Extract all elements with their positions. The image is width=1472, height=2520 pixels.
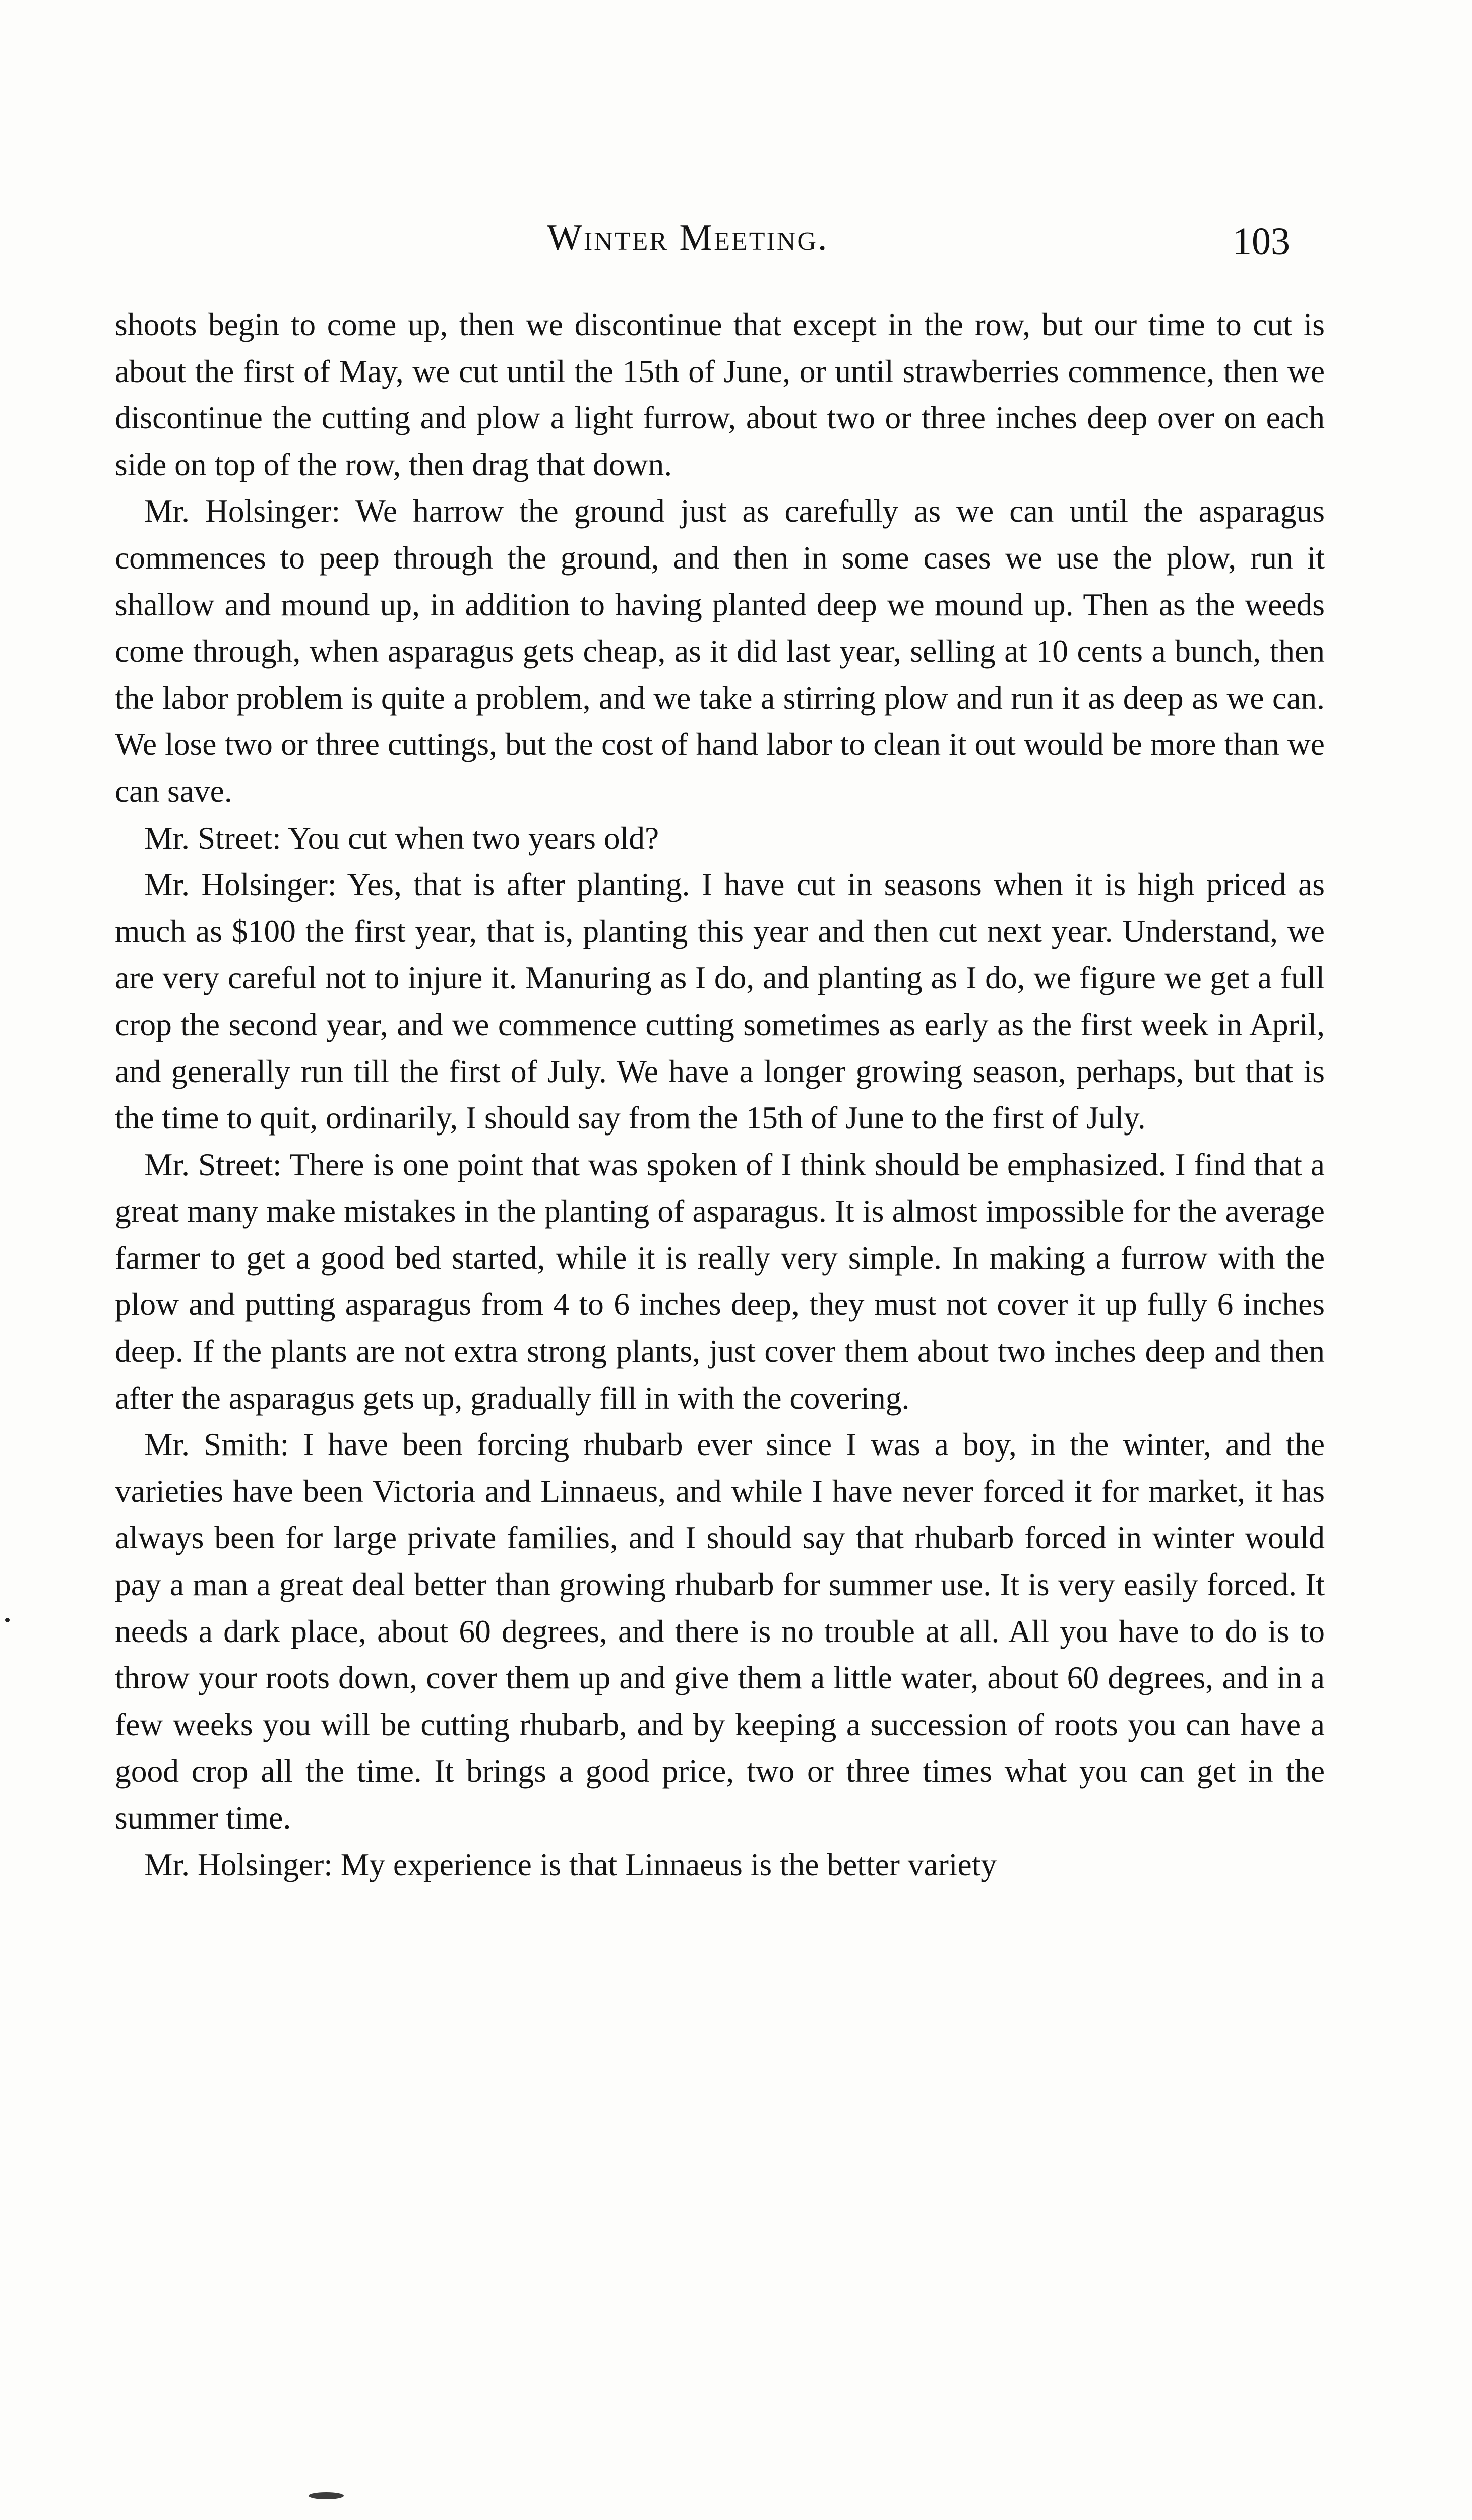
running-head xyxy=(0,212,1472,272)
paragraph-street-planting: Mr. Street: There is one point that was spoken of I think should be emphasized. I find that a great many make mistakes in the planting of asparagus. It is almost impossible for the average farmer to get a good bed started, while it is really very simple. In making a furrow with the plow and putting asparagus from 4 to 6 inches deep, they must not cover it up fully 6 inches deep. If the plants are not extra strong plants, just cover them about two inches deep and then after the asparagus gets up, gradually fill in with the covering. xyxy=(115,1146,1325,1416)
running-title: Winter Meeting. xyxy=(547,217,829,259)
paragraph-holsinger-linnaeus: Mr. Holsinger: My experience is that Linnaeus is the better variety xyxy=(144,1846,997,1882)
ink-speck xyxy=(5,1618,10,1622)
body-text xyxy=(115,301,1325,1888)
paragraph-smith-rhubarb: Mr. Smith: I have been forcing rhubarb ever since I was a boy, in the winter, and the varieties have been Victoria and Linnaeus, and while I have never forced it for market, it has always been for large private families, and I should say that rhubarb forced in winter would pay a man a great deal better than growing rhubarb for summer use. It is very easily forced. It needs a dark place, about 60 degrees, and there is no trouble at all. All you have to do is to throw your roots down, cover them up and give them a little water, about 60 degrees, and in a few weeks you will be cutting rhubarb, and by keeping a succession of roots you can have a good crop all the time. It brings a good price, two or three times what you can get in the summer time. xyxy=(115,1426,1325,1836)
ink-smudge xyxy=(309,2492,344,2499)
paragraph-continuation: shoots begin to come up, then we discontinue that except in the row, but our time to cut is about the first of May, we cut until the 15th of June, or until strawberries commence, then we discontinue the cutting and plow a light furrow, about two or three inches deep over on each side on top of the row, then drag that down. xyxy=(115,306,1325,482)
paragraph-holsinger-harrow: Mr. Holsinger: We harrow the ground just as carefully as we can until the asparagus commences to peep through the ground, and then in some cases we use the plow, run it shallow and mound up, in addition to having planted deep we mound up. Then as the weeds come through, when asparagus gets cheap, as it did last year, selling at 10 cents a bunch, then the labor problem is quite a problem, and we take a stirring plow and run it as deep as we can. We lose two or three cuttings, but the cost of hand labor to clean it out would be more than we can save. xyxy=(115,493,1325,809)
paragraph-street-question: Mr. Street: You cut when two years old? xyxy=(144,820,659,856)
page-number: 103 xyxy=(1233,220,1290,263)
paragraph-holsinger-cutting: Mr. Holsinger: Yes, that is after planting. I have cut in seasons when it is high priced as much as $100 the first year, that is, planting this year and then cut next year. Understand, we are very careful not to injure it. Manuring as I do, and planting as I do, we figure we get a full crop the second year, and we commence cutting sometimes as early as the first week in April, and generally run till the first of July. We have a longer growing season, perhaps, but that is the time to quit, ordinarily, I should say from the 15th of June to the first of July. xyxy=(115,866,1325,1136)
